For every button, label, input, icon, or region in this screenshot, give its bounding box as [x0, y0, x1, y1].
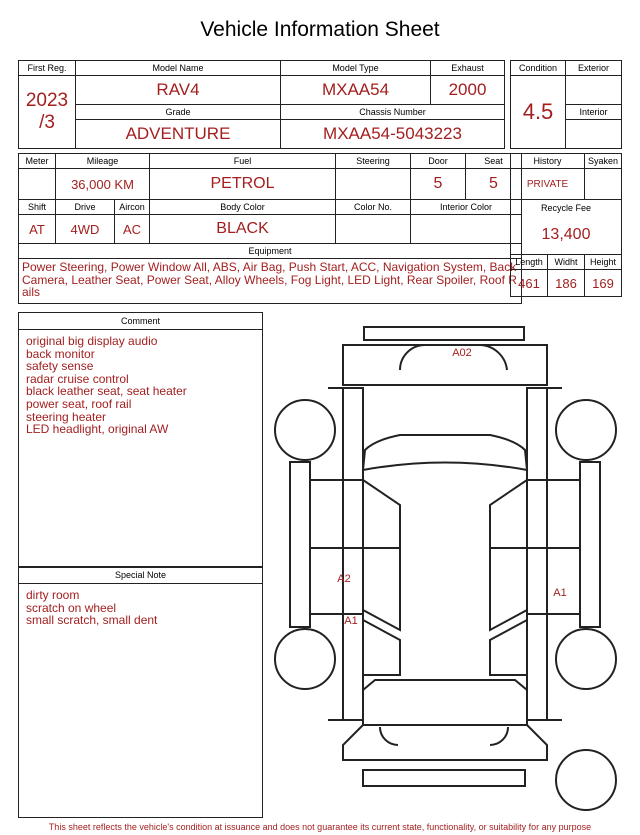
- left-rocker: [290, 462, 310, 627]
- side-table: [510, 153, 622, 297]
- right-front-door: [527, 480, 580, 548]
- shift-label: Shift: [19, 200, 56, 215]
- exhaust: 2000: [431, 76, 505, 105]
- front-pillar-left: [400, 345, 425, 370]
- roof-bar: [364, 327, 524, 340]
- comment-line: safety sense: [26, 359, 94, 374]
- exhaust-label: Exhaust: [431, 61, 505, 76]
- disclaimer: This sheet reflects the vehicle's condition at issuance and does not guarantee its current state, functionality, or suitability for any purpose: [48, 822, 592, 832]
- rear-pillar-right: [490, 727, 508, 745]
- comment-line: LED headlight, original AW: [26, 422, 169, 437]
- aircon-label: Aircon: [115, 200, 150, 215]
- recycle-label: Recycle Fee: [511, 200, 622, 217]
- height-label: Height: [585, 255, 622, 270]
- aircon: AC: [115, 215, 150, 244]
- left-quarter-window: [363, 620, 400, 675]
- comment-box: [18, 312, 263, 568]
- body-color: BLACK: [150, 215, 336, 244]
- special-note-label: Special Note: [19, 567, 262, 584]
- fuel-label: Fuel: [150, 154, 336, 169]
- wheel-front-right: [556, 400, 616, 460]
- drive: 4WD: [56, 215, 115, 244]
- syaken-value: [585, 169, 622, 200]
- left-front-window: [363, 480, 400, 548]
- mark-left-lower: A1: [344, 615, 358, 627]
- length-label: Length: [511, 255, 548, 270]
- wheel-rear-left: [275, 629, 335, 689]
- left-side-inner: [343, 388, 363, 720]
- interior-color-value: [411, 215, 522, 244]
- note-line: dirty room: [26, 588, 80, 602]
- exterior-value: [566, 76, 622, 105]
- grade: ADVENTURE: [76, 120, 281, 149]
- right-rear-window: [490, 548, 527, 630]
- steering-value: [336, 169, 411, 200]
- body-color-label: Body Color: [150, 200, 336, 215]
- color-no-label: Color No.: [336, 200, 411, 215]
- exterior-label: Exterior: [566, 61, 622, 76]
- comment-line: original big display audio: [26, 334, 158, 348]
- condition-label: Condition: [511, 61, 566, 76]
- left-front-door: [310, 480, 363, 548]
- right-front-window: [490, 480, 527, 548]
- mark-roof: A02: [452, 347, 472, 359]
- width-label: Widht: [548, 255, 585, 270]
- recycle-fee: 13,400: [511, 216, 622, 255]
- mark-left-side: A2: [337, 573, 351, 585]
- left-side-strip: [328, 388, 343, 720]
- special-note-lines: [26, 589, 157, 627]
- condition-table: [510, 60, 622, 149]
- interior-label: Interior: [566, 105, 622, 120]
- length: 461: [511, 270, 548, 297]
- car-damage-diagram: [262, 318, 640, 818]
- equipment-label: Equipment: [19, 244, 522, 259]
- front-pillar-right: [480, 345, 507, 370]
- comment-line: power seat, roof rail: [26, 396, 132, 411]
- right-side-inner: [527, 388, 547, 720]
- chassis-number: MXAA54-5043223: [281, 120, 505, 149]
- right-rocker: [580, 462, 600, 627]
- grade-label: Grade: [76, 105, 281, 120]
- header-table: [18, 60, 505, 149]
- color-no-value: [336, 215, 411, 244]
- roof-panel: [343, 345, 547, 385]
- shift: AT: [19, 215, 56, 244]
- door: 5: [411, 169, 466, 200]
- right-rear-door: [527, 548, 580, 614]
- model-type: MXAA54: [281, 76, 431, 105]
- interior-value: [566, 120, 622, 149]
- rear-bumper: [363, 770, 525, 786]
- history: PRIVATE: [511, 169, 585, 200]
- first-reg-label: First Reg.: [19, 61, 76, 76]
- tailgate: [343, 725, 547, 760]
- specs-table: [18, 153, 522, 304]
- chassis-label: Chassis Number: [281, 105, 505, 120]
- wheel-rear-right: [556, 629, 616, 689]
- comment-line: radar cruise control: [26, 371, 129, 386]
- model-name-label: Model Name: [76, 61, 281, 76]
- first-reg-year: 2023: [25, 90, 69, 111]
- meter-label: Meter: [19, 154, 56, 169]
- mileage: 36,000 KM: [56, 169, 150, 200]
- syaken-label: Syaken: [585, 154, 622, 169]
- drive-label: Drive: [56, 200, 115, 215]
- condition-grade: 4.5: [511, 76, 566, 149]
- first-reg-value: [19, 76, 76, 149]
- height: 169: [585, 270, 622, 297]
- note-line: scratch on wheel: [26, 600, 117, 615]
- interior-color-label: Interior Color: [411, 200, 522, 215]
- right-side-strip: [547, 388, 562, 720]
- comment-lines: [26, 335, 187, 436]
- first-reg-month: /3: [39, 112, 55, 133]
- width: 186: [548, 270, 585, 297]
- door-label: Door: [411, 154, 466, 169]
- wheel-front-left: [275, 400, 335, 460]
- rear-window: [363, 680, 527, 725]
- history-label: History: [511, 154, 585, 169]
- comment-line: black leather seat, seat heater: [26, 384, 187, 399]
- left-rear-window: [363, 548, 400, 630]
- mileage-label: Mileage: [56, 154, 150, 169]
- note-line: small scratch, small dent: [26, 613, 158, 628]
- seat-label: Seat: [466, 154, 522, 169]
- comment-line: back monitor: [26, 346, 95, 361]
- mark-right-side: A1: [553, 587, 567, 599]
- special-note-box: [18, 566, 263, 818]
- sheet-title: Vehicle Information Sheet: [200, 18, 440, 41]
- model-name: RAV4: [76, 76, 281, 105]
- equipment-list: Power Steering, Power Window All, ABS, Air Bag, Push Start, ACC, Navigation System, Back Camera, Leather Seat, Power Seat, Alloy Wheels, Fog Light, LED Light, Rear Spoiler, Roof Rails: [19, 259, 522, 304]
- rear-pillar-left: [380, 727, 398, 745]
- fuel: PETROL: [150, 169, 336, 200]
- windshield: [363, 435, 527, 470]
- meter-value: [19, 169, 56, 200]
- seat: 5: [466, 169, 522, 200]
- steering-label: Steering: [336, 154, 411, 169]
- model-type-label: Model Type: [281, 61, 431, 76]
- spare-wheel: [556, 750, 616, 810]
- comment-line: steering heater: [26, 409, 107, 424]
- right-quarter-window: [490, 620, 527, 675]
- comment-label: Comment: [19, 313, 262, 330]
